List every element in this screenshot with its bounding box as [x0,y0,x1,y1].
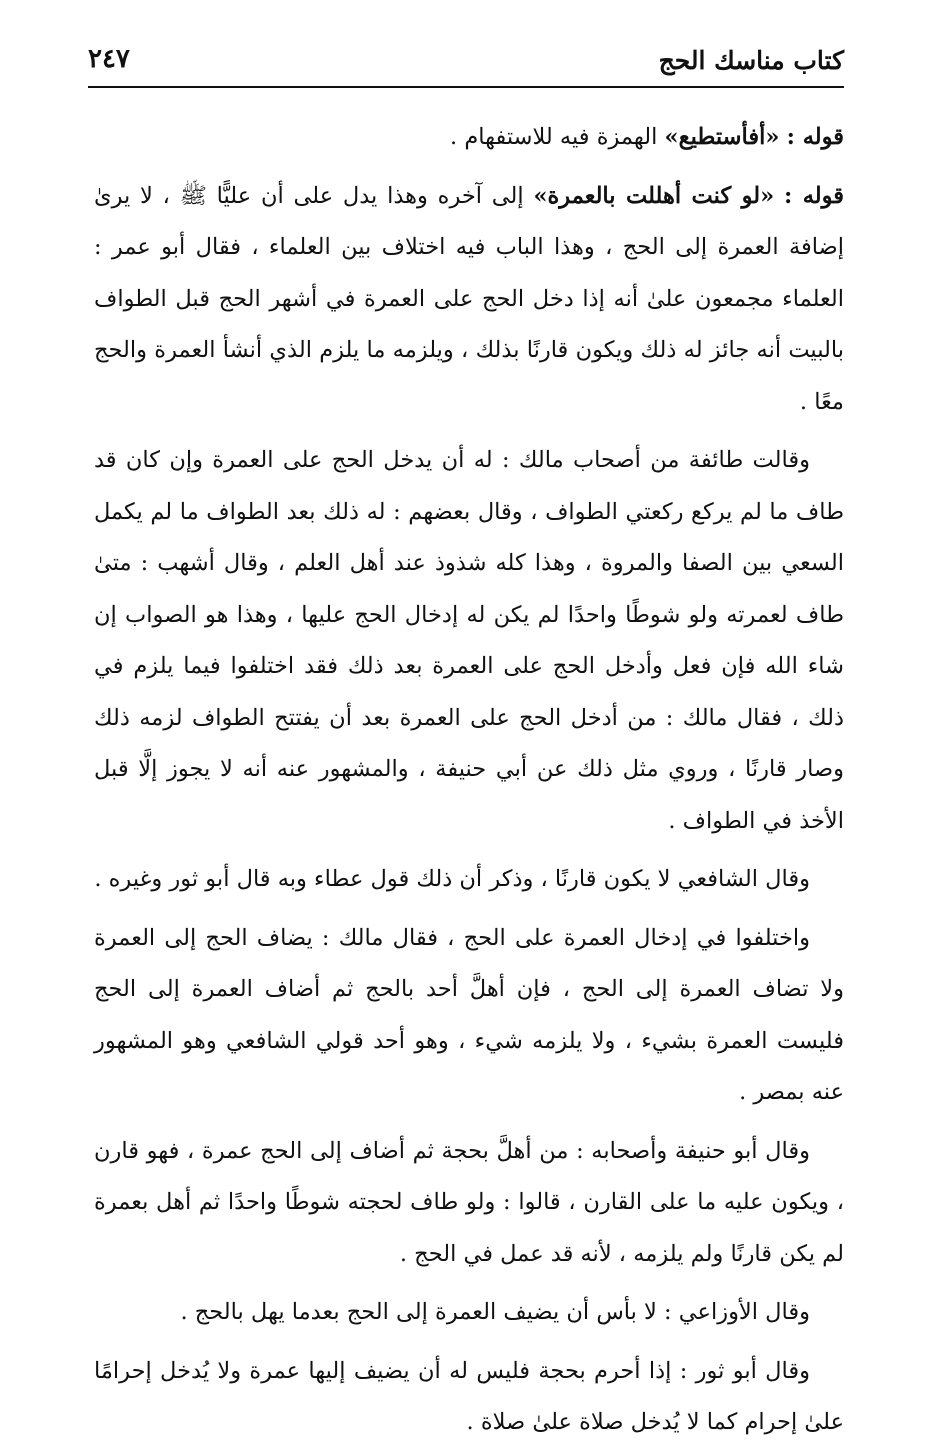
lead-word: قوله : [786,124,844,150]
page-number: ٢٤٧ [88,44,130,74]
paragraph-8: وقال أبو ثور : إذا أحرم بحجة فليس له أن يضيف إليها عمرة ولا يُدخل إحرامًا علىٰ إحرام كما لا يُدخل صلاة علىٰ صلاة . [94,1357,844,1435]
paragraph-6: وقال أبو حنيفة وأصحابه : من أهلَّ بحجة ثم أضاف إلى الحج عمرة ، فهو قارن ، ويكون عليه ما على القارن ، قالوا : ولو طاف لحجته شوطًا واحدًا ثم أهل بعمرة لم يكن قارنًا ولم يلزمه ، لأنه قد عمل في الحج . [94,1137,844,1267]
paragraph-1 [94,112,844,164]
header-rule [88,86,844,88]
paragraph-4: وقال الشافعي لا يكون قارنًا ، وذكر أن ذلك قول عطاء وبه قال أبو ثور وغيره . [94,866,810,892]
page-header [88,40,844,88]
lead-word: قوله : [783,182,844,209]
paragraph-2 [94,171,844,429]
paragraph-7: وقال الأوزاعي : لا بأس أن يضيف العمرة إلى الحج بعدما يهل بالحج . [180,1299,810,1325]
paragraph-3: وقالت طائفة من أصحاب مالك : له أن يدخل الحج على العمرة وإن كان قد طاف ما لم يركع ركعتي الطواف ، وقال بعضهم : له ذلك بعد الطواف ما لم يكمل السعي بين الصفا والمروة ، وهذا كله شذوذ عند أهل العلم ، وقال أشهب : متىٰ طاف لعمرته ولو شوطًا واحدًا لم يكن له إدخال الحج عليها ، وهذا هو الصواب إن شاء الله فإن فعل وأدخل الحج على العمرة بعد ذلك فقد اختلفوا فيما يلزم في ذلك ، فقال مالك : من أدخل الحج على العمرة بعد أن يفتتح الطواف لزمه ذلك وصار قارنًا ، وروي مثل ذلك عن أبي حنيفة ، والمشهور عنه أنه لا يجوز إلَّا قبل الأخذ في الطواف . [94,447,844,834]
hadith-quote: «لو كنت أهللت بالعمرة» [533,182,775,209]
commentary-text: الهمزة فيه للاستفهام . [450,124,658,150]
body-text [94,112,844,1456]
paragraph-5: واختلفوا في إدخال العمرة على الحج ، فقال مالك : يضاف الحج إلى العمرة ولا تضاف العمرة إلى الحج ، فإن أهلَّ أحد بالحج ثم أضاف العمرة إلى الحج فليست العمرة بشيء ، ولا يلزمه شيء ، وهو أحد قولي الشافعي وهو المشهور عنه بمصر . [94,924,844,1105]
commentary-text: إلى آخره وهذا يدل على أن عليًّا ﷺ ، لا يرىٰ إضافة العمرة إلى الحج ، وهذا الباب فيه اختلاف بين العلماء ، فقال أبو عمر : العلماء مجمعون علىٰ أنه إذا دخل الحج على العمرة في أشهر الحج قبل الطواف بالبيت أنه جائز له ذلك ويكون قارنًا بذلك ، ويلزمه ما يلزم الذي أنشأ العمرة والحج معًا . [94,182,844,415]
book-title: كتاب مناسك الحج [658,46,844,75]
hadith-quote: «أفأستطيع» [664,124,780,150]
